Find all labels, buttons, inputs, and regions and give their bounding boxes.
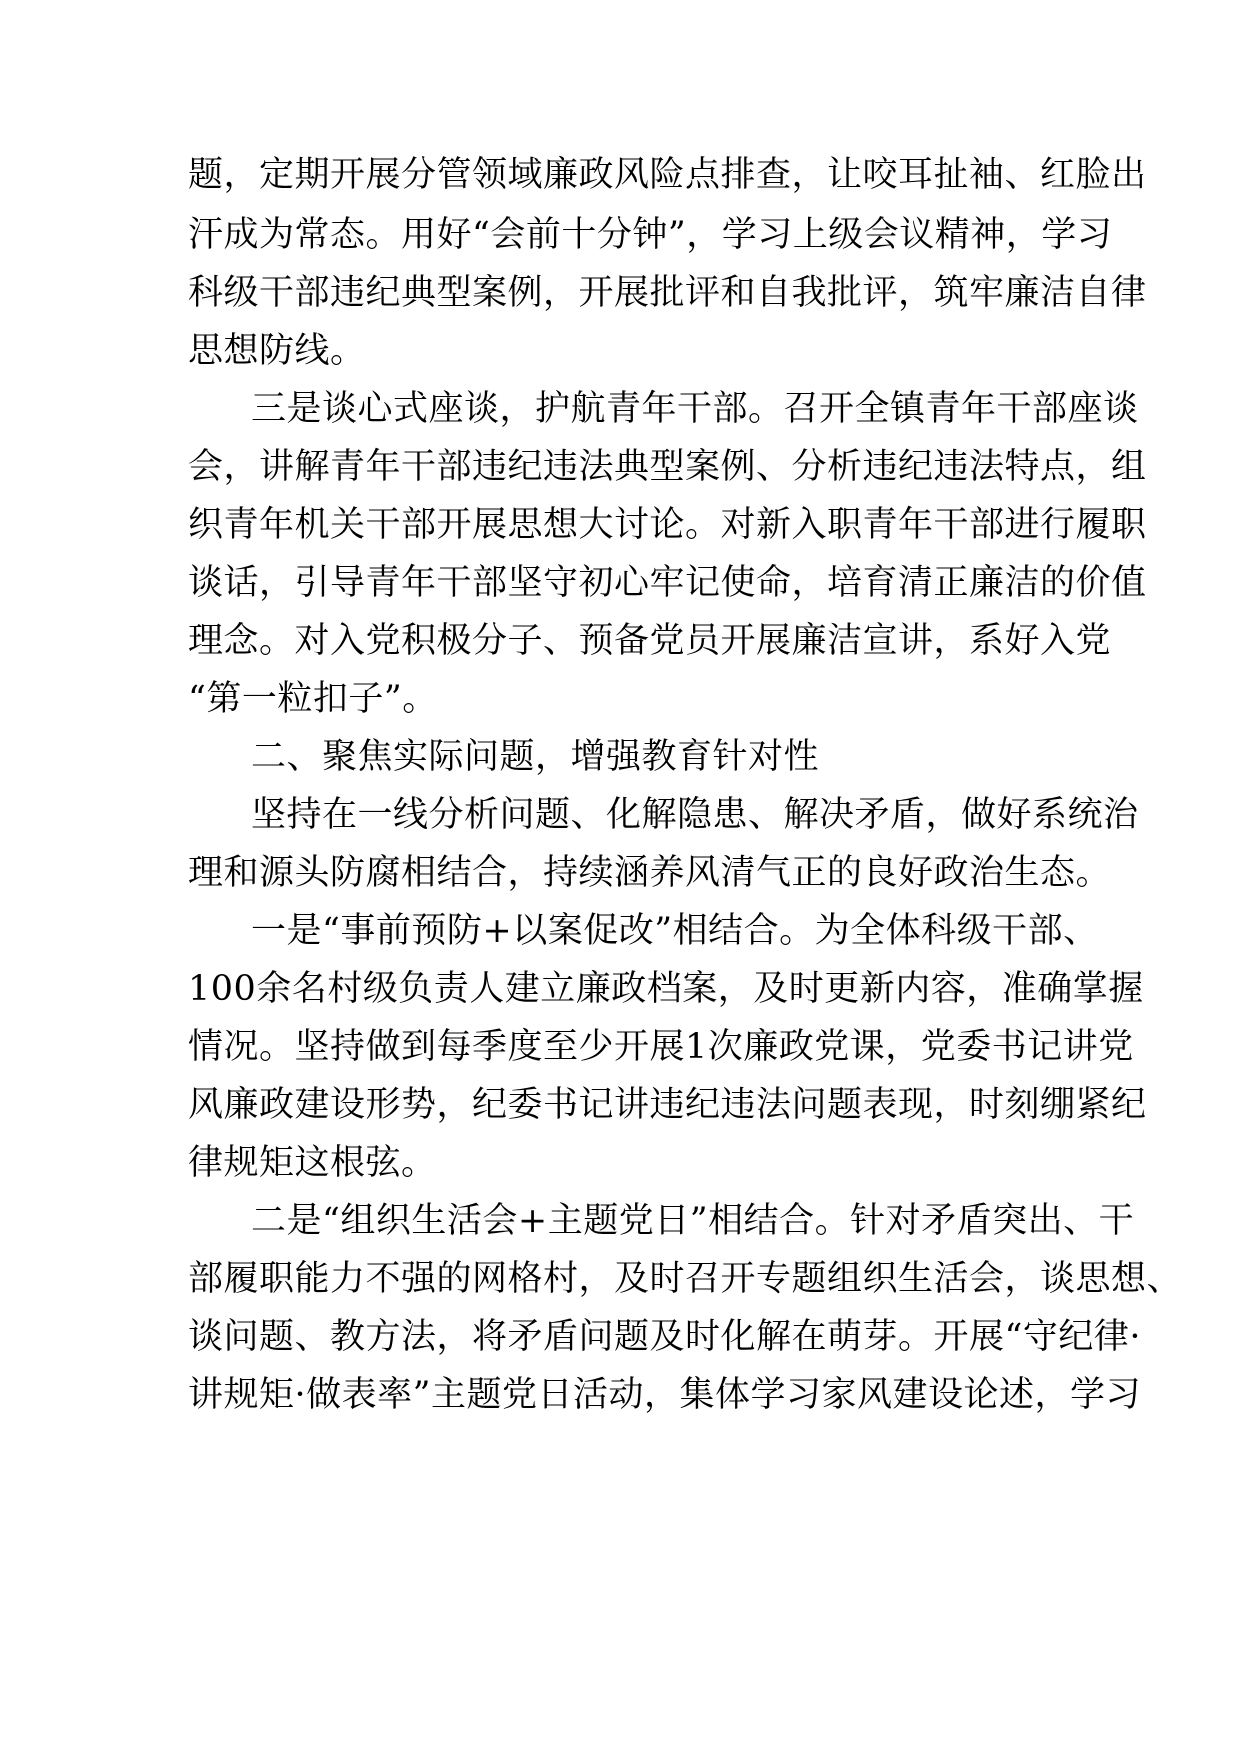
text-line: 谈问题、教方法，将矛盾问题及时化解在萌芽。开展“守纪律· — [188, 1317, 1142, 1357]
paragraph-start-line: 二是“组织生活会+主题党日”相结合。针对矛盾突出、干 — [251, 1201, 1135, 1241]
text-line: 讲规矩·做表率”主题党日活动，集体学习家风建设论述，学习 — [188, 1375, 1142, 1415]
text-line: 风廉政建设形势，纪委书记讲违纪违法问题表现，时刻绷紧纪 — [188, 1085, 1147, 1125]
paragraph-start-line: 一是“事前预防+以案促改”相结合。为全体科级干部、 — [251, 911, 1099, 951]
paragraph-start-line: 三是谈心式座谈，护航青年干部。召开全镇青年干部座谈 — [251, 389, 1139, 429]
text-line: 科级干部违纪典型案例，开展批评和自我批评，筑牢廉洁自律 — [188, 273, 1147, 313]
text-line: 100余名村级负责人建立廉政档案，及时更新内容，准确掌握 — [188, 969, 1144, 1009]
text-line: 情况。坚持做到每季度至少开展1次廉政党课，党委书记讲党 — [188, 1027, 1134, 1067]
text-line: 思想防线。 — [188, 331, 366, 371]
text-line: 织青年机关干部开展思想大讨论。对新入职青年干部进行履职 — [188, 505, 1147, 545]
text-line: 理念。对入党积极分子、预备党员开展廉洁宣讲，系好入党 — [188, 621, 1112, 661]
text-line: 汗成为常态。用好“会前十分钟”，学习上级会议精神，学习 — [188, 215, 1113, 255]
text-line: 理和源头防腐相结合，持续涵养风清气正的良好政治生态。 — [188, 853, 1112, 893]
text-line: 律规矩这根弦。 — [188, 1143, 437, 1183]
text-line: 题，定期开展分管领域廉政风险点排查，让咬耳扯袖、红脸出 — [188, 155, 1147, 195]
section-heading: 二、聚焦实际问题，增强教育针对性 — [251, 737, 820, 777]
text-line: 会，讲解青年干部违纪违法典型案例、分析违纪违法特点，组 — [188, 447, 1147, 487]
text-line: 部履职能力不强的网格村，及时召开专题组织生活会，谈思想、 — [188, 1259, 1183, 1299]
text-line: 谈话，引导青年干部坚守初心牢记使命，培育清正廉洁的价值 — [188, 563, 1147, 603]
text-line: “第一粒扣子”。 — [188, 679, 438, 719]
paragraph-start-line: 坚持在一线分析问题、化解隐患、解决矛盾，做好系统治 — [251, 795, 1139, 835]
